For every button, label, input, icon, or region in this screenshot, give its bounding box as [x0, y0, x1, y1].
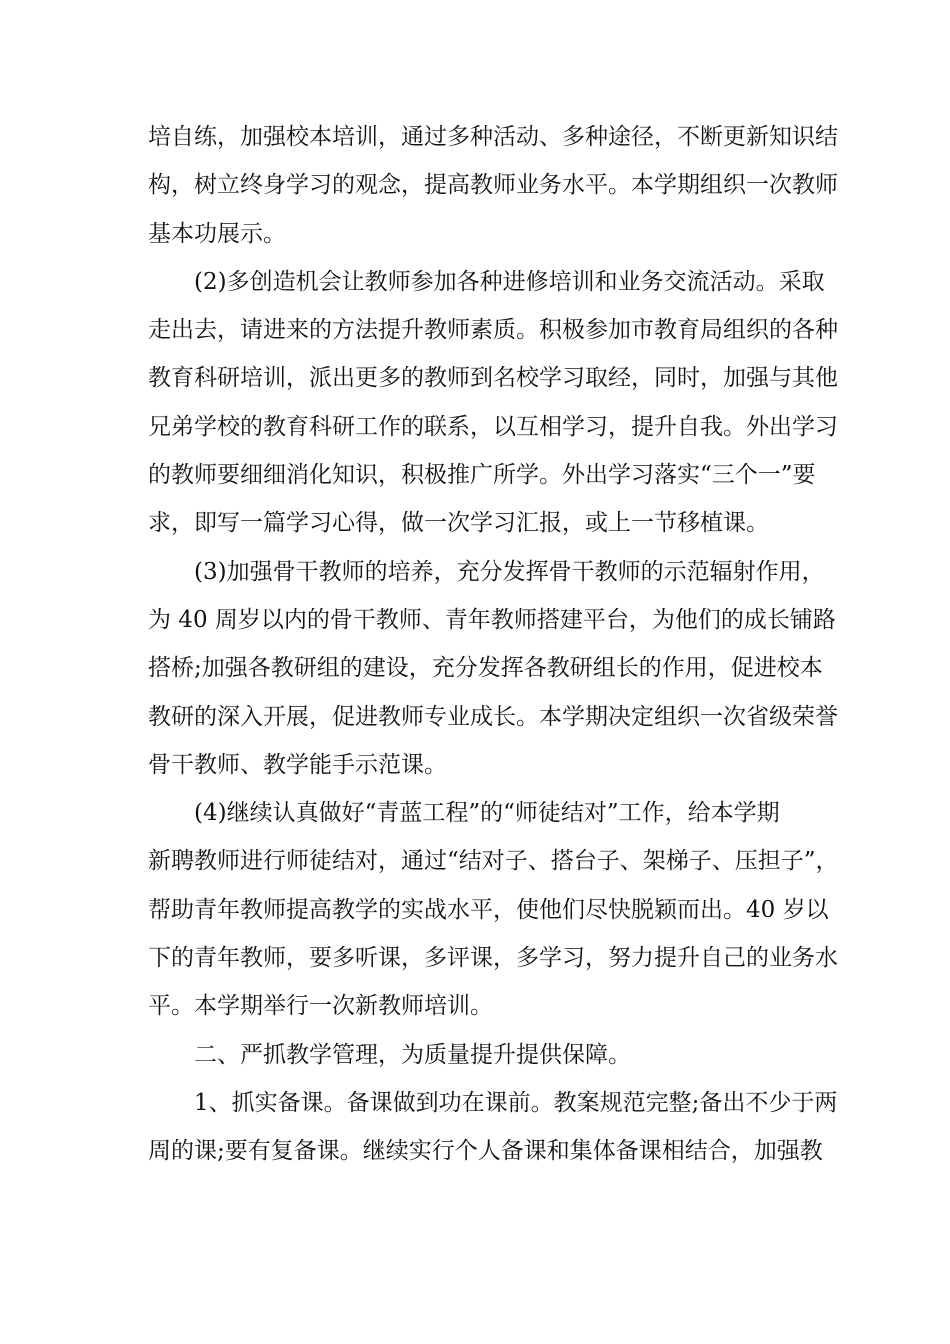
text-line: 新聘教师进行师徒结对，通过“结对子、搭台子、架梯子、压担子”，	[148, 848, 839, 875]
text-line: 搭桥;加强各教研组的建设，充分发挥各教研组长的作用，促进校本	[148, 655, 823, 682]
document-body	[148, 113, 839, 1176]
text-line: 周的课;要有复备课。继续实行个人备课和集体备课相结合，加强教	[148, 1138, 823, 1165]
text-line: 骨干教师、教学能手示范课。	[148, 751, 447, 778]
text-line: 走出去，请进来的方法提升教师素质。积极参加市教育局组织的各种	[148, 317, 838, 344]
text-line: 基本功展示。	[148, 220, 286, 247]
text-line: 为 40 周岁以内的骨干教师、青年教师搭建平台，为他们的成长铺路	[148, 606, 836, 633]
paragraph-5-first-line: 1、抓实备课。备课做到功在课前。教案规范完整;备出不少于两	[148, 1089, 838, 1116]
text-line: 下的青年教师，要多听课，多评课，多学习，努力提升自己的业务水	[148, 945, 838, 972]
text-line: 求，即写一篇学习心得，做一次学习汇报，或上一节移植课。	[148, 510, 769, 537]
text-line: 平。本学期举行一次新教师培训。	[148, 993, 493, 1020]
text-line: 帮助青年教师提高教学的实战水平，使他们尽快脱颖而出。40 岁以	[148, 896, 829, 923]
text-line: 教育科研培训，派出更多的教师到名校学习取经，同时，加强与其他	[148, 365, 838, 392]
text-line: 培自练，加强校本培训，通过多种活动、多种途径，不断更新知识结	[148, 124, 838, 150]
paragraph-3-first-line: (3)加强骨干教师的培养，充分发挥骨干教师的示范辐射作用，	[148, 558, 825, 585]
text-line: 兄弟学校的教育科研工作的联系，以互相学习，提升自我。外出学习	[148, 413, 838, 440]
text-line: 构，树立终身学习的观念，提高教师业务水平。本学期组织一次教师	[148, 172, 838, 199]
paragraph-4-first-line: (4)继续认真做好“青蓝工程”的“师徒结对”工作，给本学期	[148, 800, 780, 827]
text-line: 教研的深入开展，促进教师专业成长。本学期决定组织一次省级荣誉	[148, 703, 838, 730]
paragraph-2-first-line: (2)多创造机会让教师参加各种进修培训和业务交流活动。采取	[148, 268, 825, 295]
text-line: 的教师要细细消化知识，积极推广所学。外出学习落实“三个一”要	[148, 462, 816, 489]
section-heading: 二、严抓教学管理，为质量提升提供保障。	[148, 1041, 631, 1068]
